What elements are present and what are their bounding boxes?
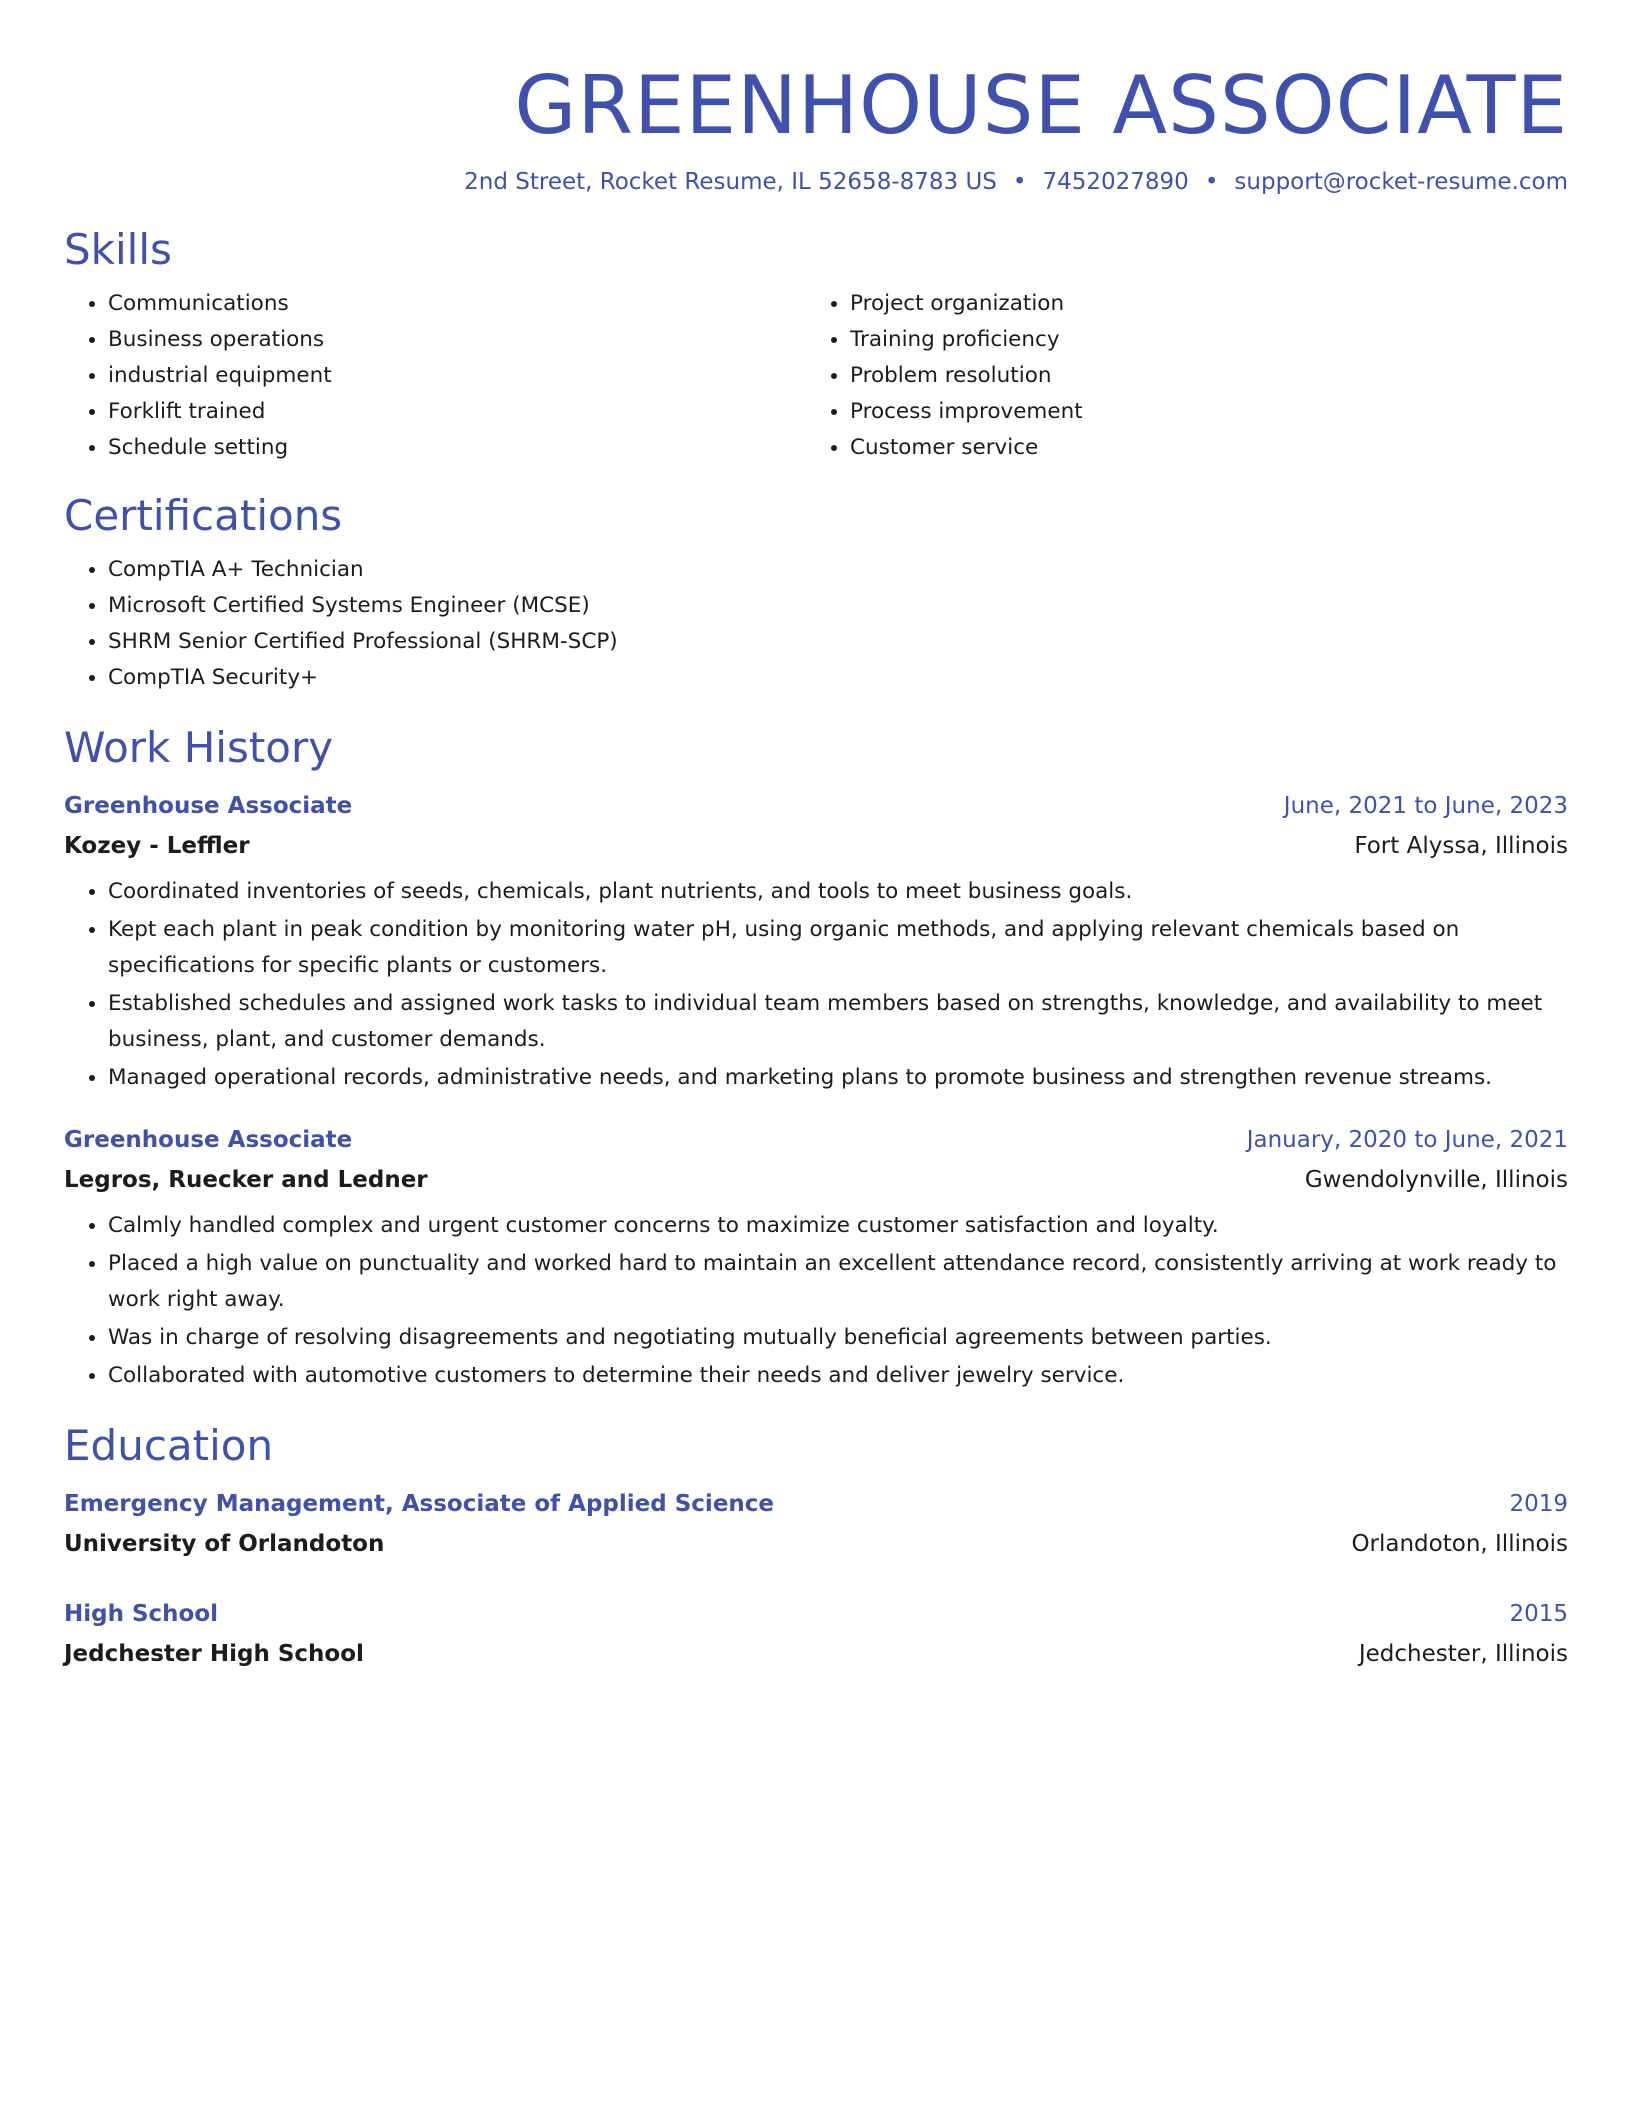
job-location: Gwendolynville, Illinois bbox=[1304, 1167, 1568, 1193]
job-dates: January, 2020 to June, 2021 bbox=[1246, 1127, 1568, 1153]
skill-item: • Business operations bbox=[108, 322, 806, 358]
skills-section bbox=[64, 222, 1568, 466]
job-title: Greenhouse Associate bbox=[64, 1127, 353, 1153]
education-school: University of Orlandoton bbox=[64, 1531, 385, 1557]
job-location: Fort Alyssa, Illinois bbox=[1354, 833, 1568, 859]
section-title-certifications: Certifications bbox=[64, 491, 343, 540]
skill-item: • Customer service bbox=[850, 430, 1548, 466]
education-year: 2019 bbox=[1509, 1491, 1568, 1517]
section-title-education: Education bbox=[64, 1421, 274, 1470]
job-bullet: • Kept each plant in peak condition by monitoring water pH, using organic methods, and applying relevant chemicals based on specifications for specific plants or customers. bbox=[108, 912, 1568, 984]
section-title-work-history: Work History bbox=[64, 723, 334, 772]
contact-address: 2nd Street, Rocket Resume, IL 52658-8783 US bbox=[464, 169, 997, 195]
job-bullet: • Was in charge of resolving disagreements and negotiating mutually beneficial agreements between parties. bbox=[108, 1320, 1568, 1356]
job-company: Legros, Ruecker and Ledner bbox=[64, 1167, 428, 1193]
certifications-section bbox=[64, 488, 1568, 696]
resume-name: GREENHOUSE ASSOCIATE bbox=[514, 59, 1568, 152]
work-history-section bbox=[64, 720, 1568, 1394]
skills-column-left bbox=[64, 286, 806, 466]
certification-item: • SHRM Senior Certified Professional (SHRM-SCP) bbox=[108, 624, 1568, 660]
education-entry bbox=[64, 1484, 1568, 1564]
education-year: 2015 bbox=[1509, 1601, 1568, 1627]
job-dates: June, 2021 to June, 2023 bbox=[1283, 793, 1568, 819]
job-bullet: • Managed operational records, administrative needs, and marketing plans to promote business and strengthen revenue streams. bbox=[108, 1060, 1568, 1096]
skill-item: • Project organization bbox=[850, 286, 1548, 322]
skill-item: • industrial equipment bbox=[108, 358, 806, 394]
education-location: Orlandoton, Illinois bbox=[1351, 1531, 1568, 1557]
job-title: Greenhouse Associate bbox=[64, 793, 353, 819]
certification-item: • Microsoft Certified Systems Engineer (MCSE) bbox=[108, 588, 1568, 624]
contact-phone: 7452027890 bbox=[1042, 169, 1189, 195]
skills-column-right bbox=[806, 286, 1548, 466]
education-school: Jedchester High School bbox=[64, 1641, 364, 1667]
skill-item: • Communications bbox=[108, 286, 806, 322]
contact-line bbox=[64, 166, 1568, 198]
skill-item: • Problem resolution bbox=[850, 358, 1548, 394]
certification-item: • CompTIA Security+ bbox=[108, 660, 1568, 696]
contact-email[interactable]: support@rocket-resume.com bbox=[1234, 169, 1568, 195]
certification-item: • CompTIA A+ Technician bbox=[108, 552, 1568, 588]
job-bullet: • Coordinated inventories of seeds, chemicals, plant nutrients, and tools to meet business goals. bbox=[108, 874, 1568, 910]
job-bullet: • Collaborated with automotive customers to determine their needs and deliver jewelry service. bbox=[108, 1358, 1568, 1394]
section-title-skills: Skills bbox=[64, 225, 172, 274]
skill-item: • Forklift trained bbox=[108, 394, 806, 430]
skill-item: • Schedule setting bbox=[108, 430, 806, 466]
skill-item: • Process improvement bbox=[850, 394, 1548, 430]
skill-item: • Training proficiency bbox=[850, 322, 1548, 358]
contact-separator: • bbox=[1012, 169, 1027, 195]
education-entry bbox=[64, 1594, 1568, 1674]
contact-separator: • bbox=[1204, 169, 1219, 195]
education-section bbox=[64, 1418, 1568, 1674]
job-entry bbox=[64, 1120, 1568, 1394]
education-location: Jedchester, Illinois bbox=[1358, 1641, 1568, 1667]
job-company: Kozey - Leffler bbox=[64, 833, 250, 859]
job-bullet: • Placed a high value on punctuality and worked hard to maintain an excellent attendance record, consistently arriving at work ready to work right away. bbox=[108, 1246, 1568, 1318]
education-degree: Emergency Management, Associate of Applied Science bbox=[64, 1491, 775, 1517]
job-bullet: • Established schedules and assigned work tasks to individual team members based on strengths, knowledge, and availability to meet business, plant, and customer demands. bbox=[108, 986, 1568, 1058]
job-bullet: • Calmly handled complex and urgent customer concerns to maximize customer satisfaction and loyalty. bbox=[108, 1208, 1568, 1244]
job-entry bbox=[64, 786, 1568, 1096]
education-degree: High School bbox=[64, 1601, 219, 1627]
resume-page bbox=[64, 0, 1568, 1674]
